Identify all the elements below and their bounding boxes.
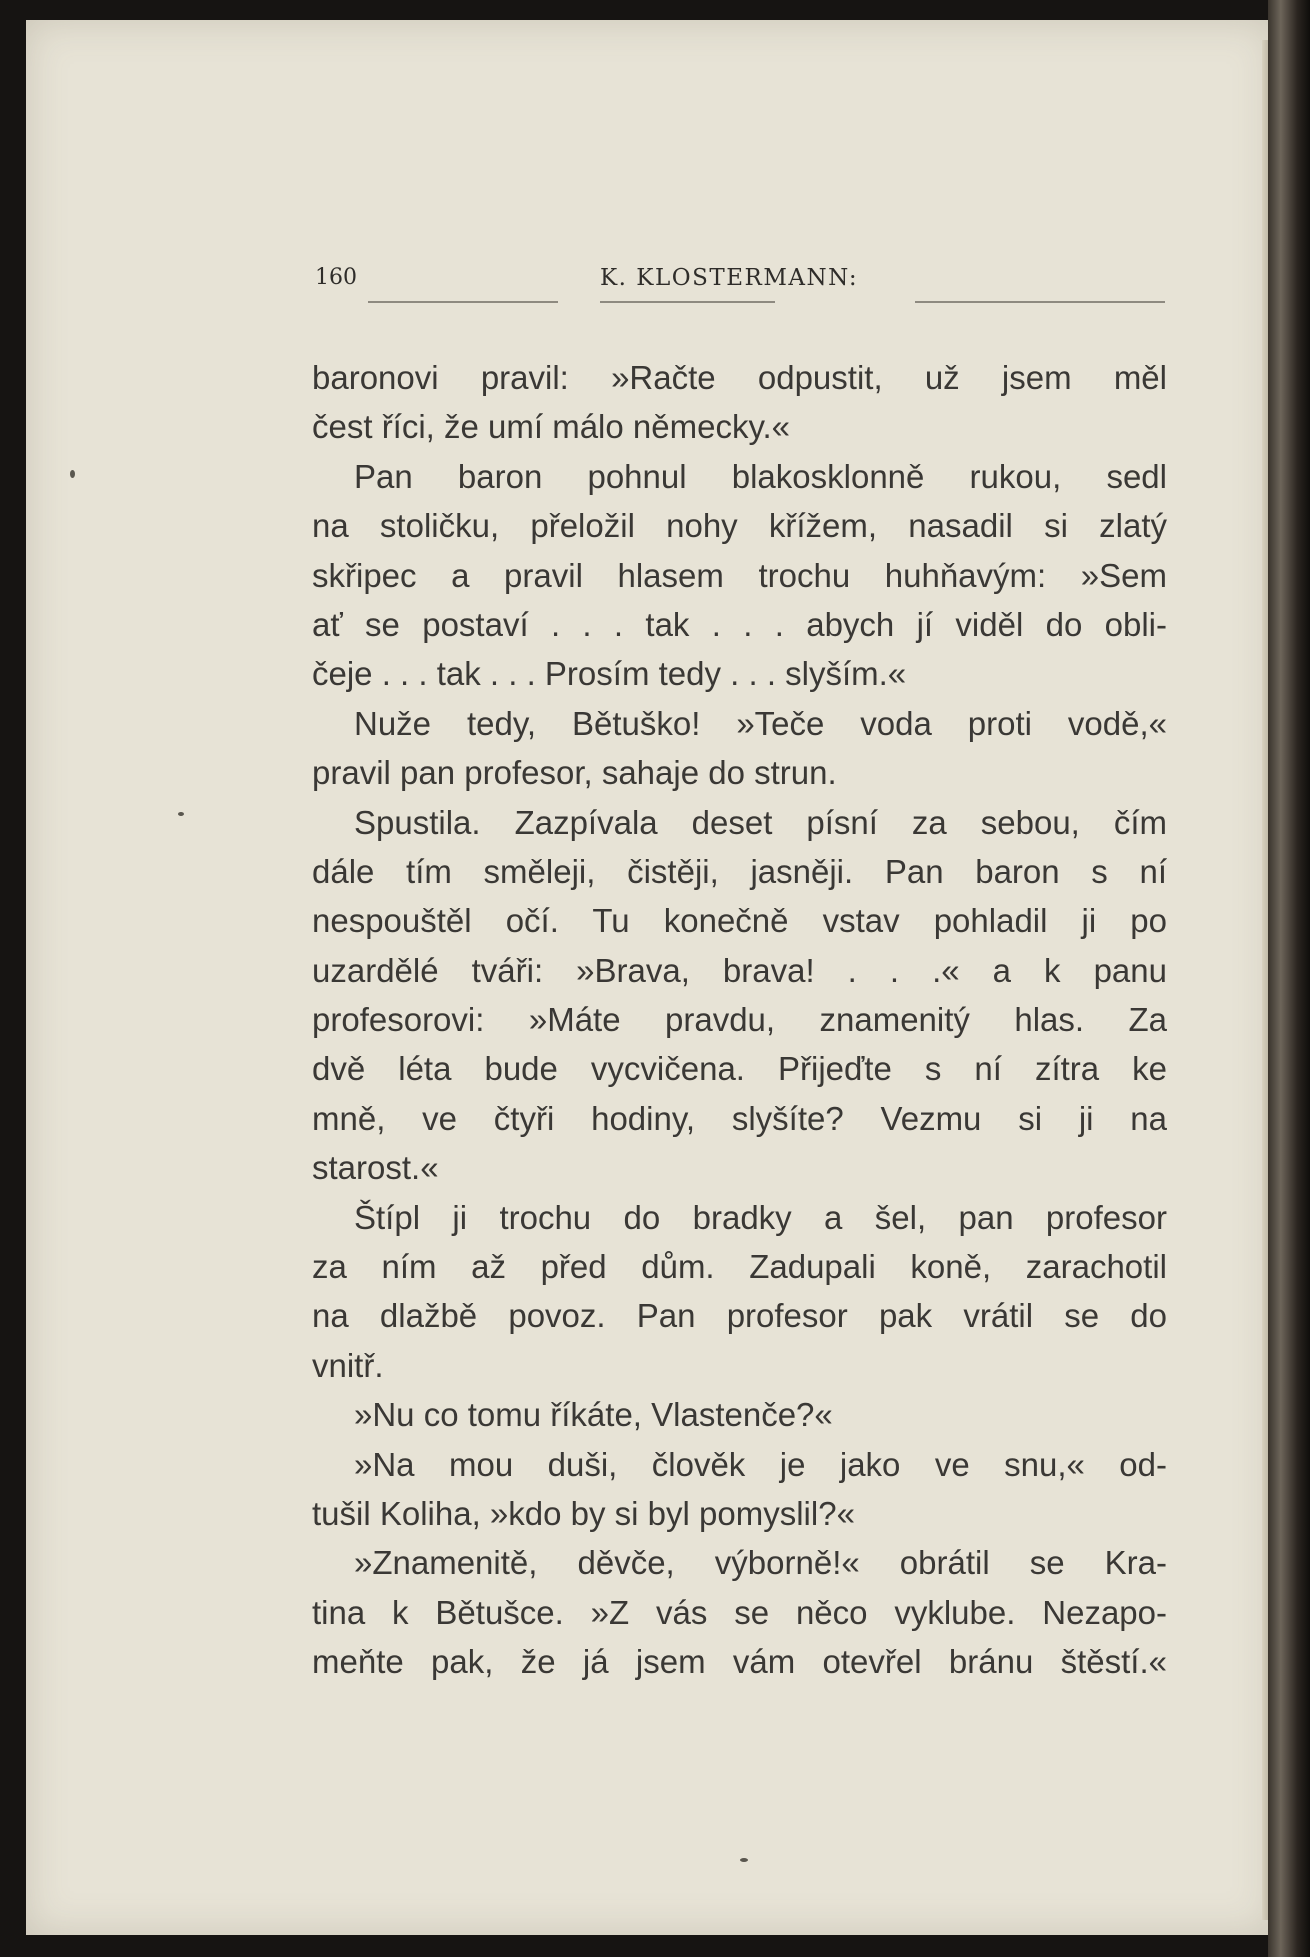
header-rule-right — [915, 301, 1165, 303]
text-line: ať se postaví . . . tak . . . abych jí viděl do obli- — [312, 605, 1167, 643]
text-line: Pan baron pohnul blakosklonně rukou, sedl — [354, 457, 1167, 495]
text-line: »Znamenitě, děvče, výborně!« obrátil se Kra- — [354, 1544, 1167, 1582]
text-line: Nuže tedy, Bětuško! »Teče voda proti vodě,« — [354, 704, 1167, 742]
book-binding — [1268, 0, 1310, 1957]
text-line: za ním až před dům. Zadupali koně, zarachotil — [312, 1248, 1167, 1286]
text-line: čeje . . . tak . . . Prosím tedy . . . slyším.« — [312, 655, 907, 693]
header-rule-left — [368, 301, 558, 303]
text-line: Štípl ji trochu do bradky a šel, pan profesor — [354, 1198, 1167, 1236]
text-line: dvě léta bude vycvičena. Přijeďte s ní zítra ke — [312, 1050, 1167, 1088]
text-line: tušil Koliha, »kdo by si byl pomyslil?« — [312, 1494, 855, 1532]
text-line: nespouštěl očí. Tu konečně vstav pohladil ji po — [312, 902, 1167, 940]
text-line: baronovi pravil: »Račte odpustit, už jsem měl — [312, 359, 1167, 396]
text-line: vnitř. — [312, 1346, 384, 1384]
text-line: uzardělé tváři: »Brava, brava! . . .« a k panu — [312, 951, 1167, 989]
body-text — [312, 353, 1167, 1687]
text-line: meňte pak, že já jsem vám otevřel bránu štěstí.« — [312, 1643, 1167, 1681]
running-head: K. KLOSTERMANN: — [600, 265, 859, 291]
text-line: na dlažbě povoz. Pan profesor pak vrátil se do — [312, 1297, 1167, 1335]
text-line: pravil pan profesor, sahaje do strun. — [312, 754, 837, 792]
text-line: skřipec a pravil hlasem trochu huhňavým: »Sem — [312, 556, 1167, 594]
page-header — [315, 265, 1165, 305]
text-line: starost.« — [312, 1149, 439, 1187]
text-line: profesorovi: »Máte pravdu, znamenitý hlas. Za — [312, 1001, 1167, 1039]
ink-speck — [740, 1858, 748, 1862]
text-line: »Nu co tomu říkáte, Vlastenče?« — [354, 1396, 833, 1434]
text-line: čest říci, že umí málo německy.« — [312, 408, 791, 446]
text-line: Spustila. Zazpívala deset písní za sebou, čím — [354, 803, 1167, 841]
header-rule-center — [600, 301, 775, 303]
text-line: tina k Bětušce. »Z vás se něco vyklube. Nezapo- — [312, 1593, 1167, 1631]
text-line: mně, ve čtyři hodiny, slyšíte? Vezmu si ji na — [312, 1099, 1167, 1137]
text-line: »Na mou duši, člověk je jako ve snu,« od- — [354, 1445, 1167, 1483]
text-line: dále tím směleji, čistěji, jasněji. Pan baron s ní — [312, 852, 1167, 890]
page-number: 160 — [315, 265, 357, 290]
ink-speck — [178, 812, 184, 816]
ink-speck — [70, 470, 75, 478]
text-line: na stoličku, přeložil nohy křížem, nasadil si zlatý — [312, 507, 1167, 545]
